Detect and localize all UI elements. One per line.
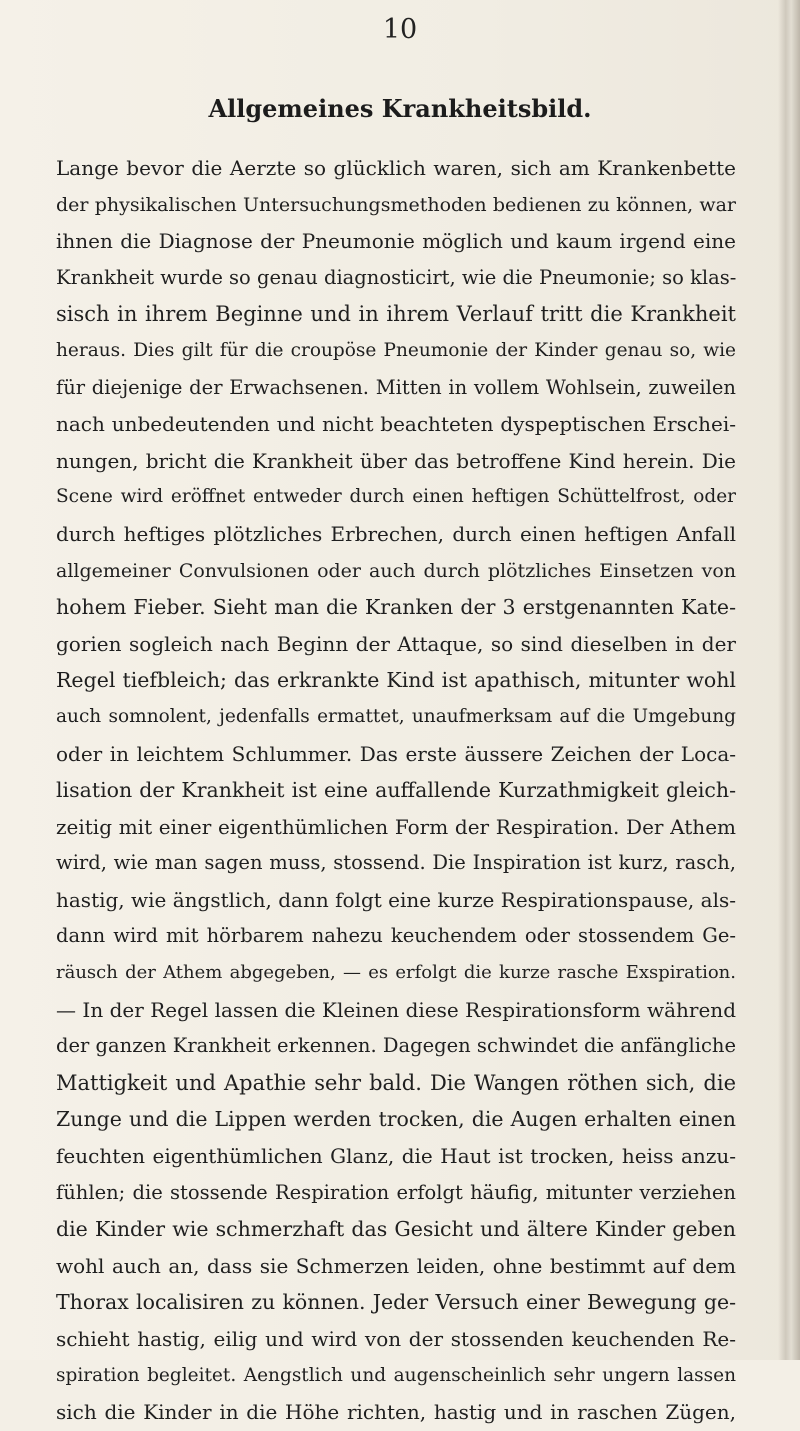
text-line: der ganzen Krankheit erkennen. Dagegen schwindet die anfängliche bbox=[56, 1034, 736, 1058]
text-line: durch heftiges plötzliches Erbrechen, durch einen heftigen Anfall bbox=[56, 521, 736, 546]
text-line: die Kinder wie schmerzhaft das Gesicht und ältere Kinder geben bbox=[56, 1217, 736, 1242]
text-line: wohl auch an, dass sie Schmerzen leiden, ohne bestimmt auf dem bbox=[56, 1253, 736, 1278]
text-line: ihnen die Diagnose der Pneumonie möglich und kaum irgend eine bbox=[56, 229, 736, 254]
text-line: Mattigkeit und Apathie sehr bald. Die Wangen röthen sich, die bbox=[56, 1070, 736, 1095]
text-line: Lange bevor die Aerzte so glücklich waren, sich am Krankenbette bbox=[56, 156, 736, 180]
body-paragraph bbox=[56, 150, 736, 1431]
text-line: lisation der Krankheit ist eine auffallende Kurzathmigkeit gleich- bbox=[56, 778, 736, 803]
text-line: Regel tiefbleich; das erkrankte Kind ist apathisch, mitunter wohl bbox=[56, 668, 736, 693]
text-line: auch somnolent, jedenfalls ermattet, unaufmerksam auf die Umgebung bbox=[56, 705, 736, 727]
text-line: heraus. Dies gilt für die croupöse Pneumonie der Kinder genau so, wie bbox=[56, 339, 736, 361]
text-line: zeitig mit einer eigenthümlichen Form der Respiration. Der Athem bbox=[56, 814, 736, 839]
text-line: wird, wie man sagen muss, stossend. Die Inspiration ist kurz, rasch, bbox=[56, 851, 736, 875]
text-line: spiration begleitet. Aengstlich und augenscheinlich sehr ungern lassen bbox=[56, 1364, 736, 1386]
text-line: dann wird mit hörbarem nahezu keuchendem oder stossendem Ge- bbox=[56, 924, 736, 948]
page-edge-shadow bbox=[778, 0, 800, 1360]
section-heading: Allgemeines Krankheitsbild. bbox=[208, 94, 592, 123]
text-line: — In der Regel lassen die Kleinen diese Respirationsform während bbox=[56, 997, 736, 1022]
text-line: Thorax localisiren zu können. Jeder Versuch einer Bewegung ge- bbox=[56, 1290, 736, 1315]
text-line: für diejenige der Erwachsenen. Mitten in vollem Wohlsein, zuweilen bbox=[56, 375, 736, 399]
text-line: feuchten eigenthümlichen Glanz, die Haut ist trocken, heiss anzu- bbox=[56, 1144, 736, 1169]
text-line: hastig, wie ängstlich, dann folgt eine kurze Respirationspause, als- bbox=[56, 887, 736, 912]
text-line: allgemeiner Convulsionen oder auch durch plötzliches Einsetzen von bbox=[56, 559, 736, 582]
text-line: sisch in ihrem Beginne und in ihrem Verlauf tritt die Krankheit bbox=[56, 302, 736, 327]
text-line: Krankheit wurde so genau diagnosticirt, wie die Pneumonie; so klas- bbox=[56, 265, 737, 289]
page-number: 10 bbox=[382, 14, 418, 45]
text-line: Scene wird eröffnet entweder durch einen heftigen Schüttelfrost, oder bbox=[56, 486, 736, 508]
text-line: sich die Kinder in die Höhe richten, hastig und in raschen Zügen, bbox=[56, 1400, 736, 1425]
text-line: der physikalischen Untersuchungsmethoden bedienen zu können, war bbox=[56, 193, 736, 216]
text-line: oder in leichtem Schlummer. Das erste äussere Zeichen der Loca- bbox=[56, 741, 736, 766]
text-line: nach unbedeutenden und nicht beachteten dyspeptischen Erschei- bbox=[56, 412, 736, 437]
text-line: hohem Fieber. Sieht man die Kranken der 3 erstgenannten Kate- bbox=[56, 595, 736, 620]
text-line: fühlen; die stossende Respiration erfolgt häufig, mitunter verziehen bbox=[56, 1180, 736, 1204]
text-line: schieht hastig, eilig und wird von der stossenden keuchenden Re- bbox=[56, 1327, 736, 1351]
text-line: gorien sogleich nach Beginn der Attaque, so sind dieselben in der bbox=[56, 631, 736, 656]
text-line: räusch der Athem abgegeben, — es erfolgt die kurze rasche Exspiration. bbox=[56, 962, 736, 984]
text-line: nungen, bricht die Krankheit über das betroffene Kind herein. Die bbox=[56, 448, 736, 473]
text-line: Zunge und die Lippen werden trocken, die Augen erhalten einen bbox=[56, 1107, 736, 1132]
